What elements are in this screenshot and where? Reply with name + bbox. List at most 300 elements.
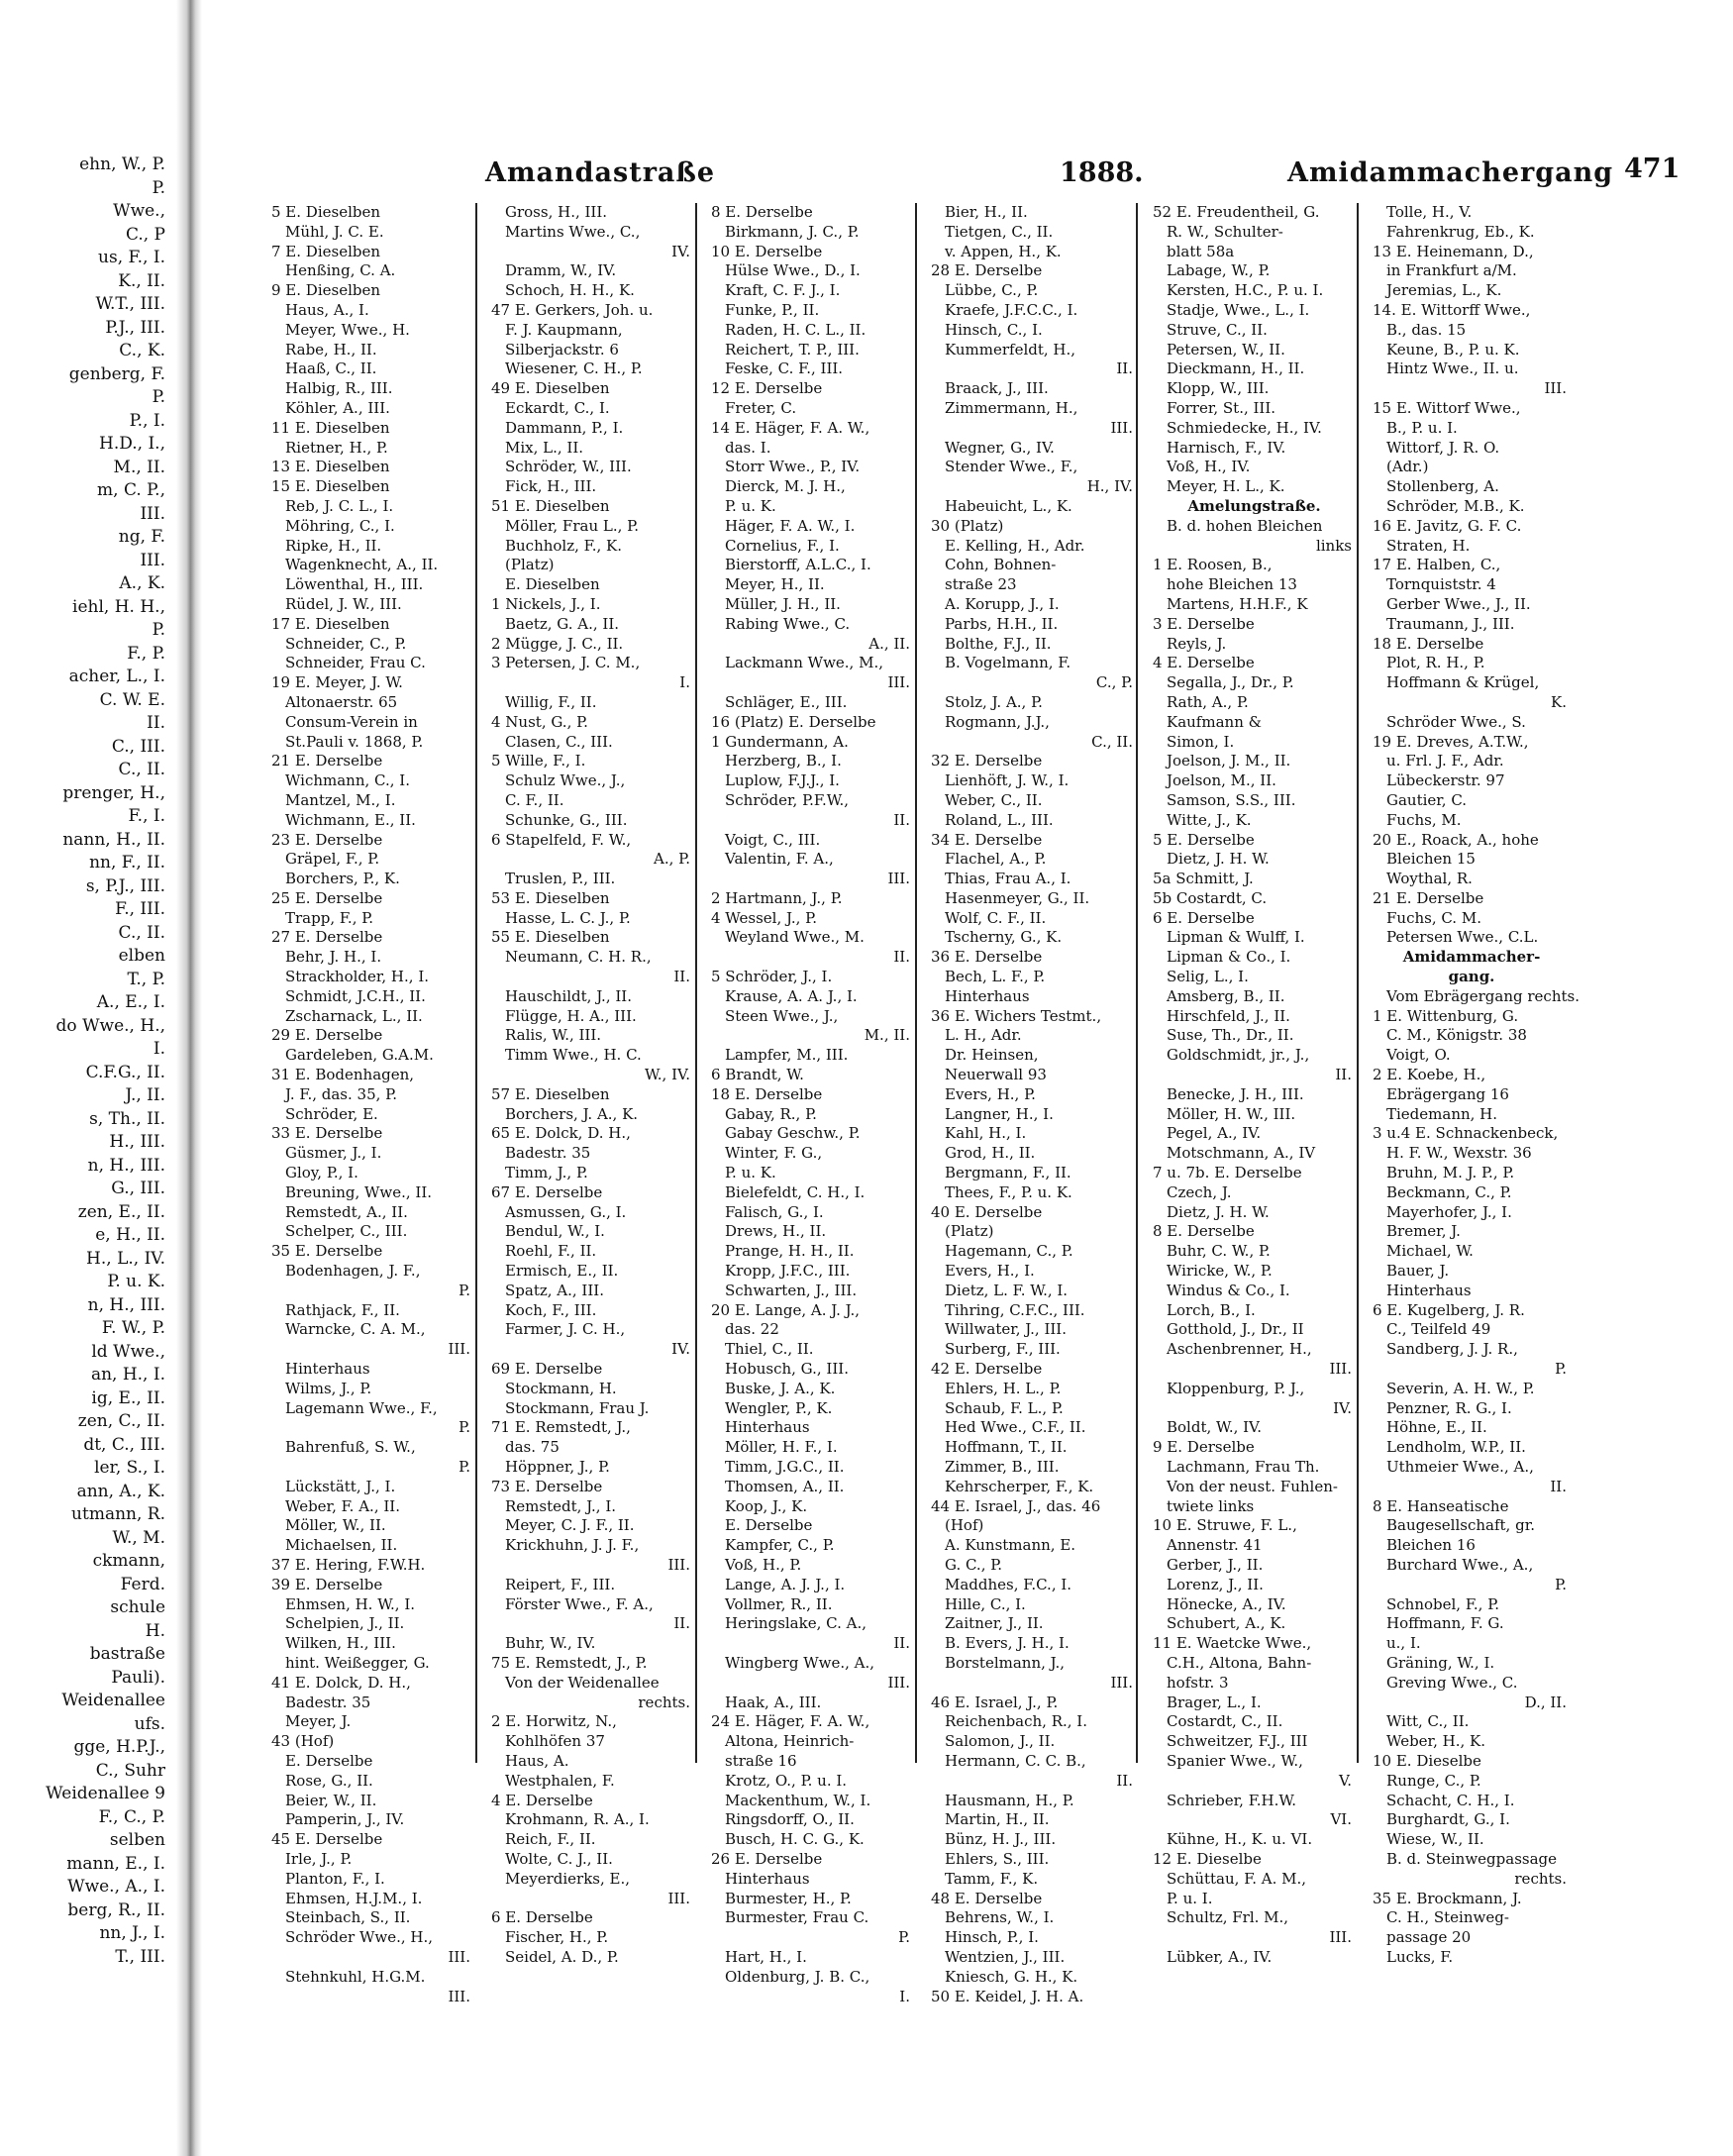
directory-entry: Lückstätt, J., I.: [285, 1477, 396, 1495]
directory-entry: Bahrenfuß, S. W.,: [285, 1438, 416, 1457]
directory-entry: Altonaerstr. 65: [285, 692, 398, 711]
directory-entry: Planton, F., I.: [285, 1869, 385, 1888]
directory-entry: Freter, C.: [725, 398, 797, 417]
left-page-text: genberg, F.: [68, 363, 165, 384]
directory-entry: 1 E. Wittenburg, G.: [1373, 1006, 1519, 1025]
directory-entry: 34 E. Derselbe: [931, 830, 1043, 849]
column-2: [491, 203, 694, 1966]
directory-entry: P. u. K.: [725, 1164, 776, 1182]
directory-entry: B., P. u. I.: [1386, 418, 1458, 437]
left-page-text: H., L., IV.: [86, 1248, 165, 1269]
directory-entry: Schelper, C., III.: [285, 1222, 408, 1241]
directory-entry: 17 E. Halben, C.,: [1373, 556, 1501, 574]
directory-entry: 13 E. Heinemann, D.,: [1373, 242, 1534, 260]
directory-entry: Reipert, F., III.: [505, 1575, 616, 1593]
directory-entry: Bruhn, M. J. P., P.: [1386, 1164, 1515, 1182]
directory-entry: Ringsdorff, O., II.: [725, 1810, 855, 1829]
directory-entry: Stolz, J. A., P.: [945, 692, 1043, 711]
left-page-text: P.: [152, 177, 165, 198]
directory-entry: III.: [1110, 418, 1133, 437]
directory-entry: P.: [459, 1458, 470, 1476]
directory-entry: Joelson, J. M., II.: [1167, 752, 1291, 770]
directory-entry: Kohlhöfen 37: [505, 1732, 605, 1751]
directory-entry: Prange, H. H., II.: [725, 1242, 855, 1261]
directory-entry: Langner, H., I.: [945, 1104, 1054, 1123]
directory-entry: Voigt, C., III.: [725, 830, 821, 849]
directory-entry: Roland, L., III.: [945, 810, 1054, 829]
directory-entry: Kniesch, G. H., K.: [945, 1967, 1078, 1986]
directory-entry: Neuerwall 93: [945, 1066, 1047, 1084]
directory-entry: Schneider, Frau C.: [285, 654, 426, 672]
directory-entry: Borchers, P., K.: [285, 870, 400, 888]
directory-entry: Zimmermann, H.,: [945, 398, 1078, 417]
directory-entry: 24 E. Häger, F. A. W.,: [711, 1712, 870, 1731]
directory-entry: Häger, F. A. W., I.: [725, 516, 856, 535]
directory-entry: II.: [1550, 1477, 1567, 1495]
directory-entry: 5 E. Dieselben: [271, 203, 381, 221]
directory-entry: Lorenz, J., II.: [1167, 1575, 1264, 1593]
directory-entry: B. d. hohen Bleichen: [1167, 516, 1323, 535]
directory-entry: Lübker, A., IV.: [1167, 1947, 1273, 1966]
directory-entry: Petersen, W., II.: [1167, 340, 1285, 359]
directory-entry: Hinsch, P., I.: [945, 1928, 1039, 1947]
directory-entry: Hinterhaus: [285, 1360, 370, 1379]
directory-entry: 73 E. Derselbe: [491, 1477, 603, 1495]
directory-entry: 21 E. Derselbe: [1373, 888, 1484, 907]
directory-entry: Michaelsen, II.: [285, 1536, 398, 1555]
directory-entry: 6 E. Derselbe: [1153, 908, 1255, 927]
directory-entry: II.: [673, 1614, 690, 1633]
directory-entry: Jeremias, L., K.: [1386, 281, 1502, 300]
directory-entry: Behrens, W., I.: [945, 1908, 1055, 1927]
directory-entry: 65 E. Dolck, D. H.,: [491, 1124, 631, 1143]
directory-entry: Kersten, H.C., P. u. I.: [1167, 281, 1324, 300]
directory-entry: das. 22: [725, 1320, 779, 1339]
directory-entry: Ebrägergang 16: [1386, 1084, 1509, 1103]
directory-entry: Wittorf, J. R. O.: [1386, 438, 1500, 457]
directory-entry: 7 u. 7b. E. Derselbe: [1153, 1164, 1302, 1182]
directory-entry: C., P.: [1095, 673, 1133, 692]
directory-entry: Kampfer, C., P.: [725, 1536, 835, 1555]
directory-entry: Beier, W., II.: [285, 1791, 377, 1809]
directory-entry: F. J. Kaupmann,: [505, 320, 623, 339]
directory-entry: Schröder, W., III.: [505, 458, 632, 476]
directory-entry: Harnisch, F., IV.: [1167, 438, 1286, 457]
directory-entry: Windus & Co., I.: [1167, 1281, 1290, 1299]
directory-entry: Selig, L., I.: [1167, 968, 1249, 986]
directory-entry: Kühne, H., K. u. VI.: [1167, 1830, 1313, 1849]
directory-entry: Ralis, W., III.: [505, 1026, 602, 1045]
left-page-text: n, H., III.: [87, 1294, 165, 1315]
left-page-text: P., I.: [129, 410, 165, 431]
directory-entry: Schaub, F. L., P.: [945, 1398, 1064, 1417]
directory-entry: Köhler, A., III.: [285, 398, 390, 417]
column-divider: [1357, 203, 1359, 1763]
directory-entry: Baetz, G. A., II.: [505, 614, 620, 633]
left-page-text: H.D., I.,: [99, 434, 165, 454]
directory-entry: Schmiedecke, H., IV.: [1167, 418, 1322, 437]
directory-entry: Struve, C., II.: [1167, 320, 1268, 339]
directory-entry: D., II.: [1524, 1693, 1567, 1711]
directory-entry: Hobusch, G., III.: [725, 1360, 849, 1379]
directory-entry: Silberjackstr. 6: [505, 340, 619, 359]
directory-entry: Plot, R. H., P.: [1386, 654, 1485, 672]
directory-entry: Krotz, O., P. u. I.: [725, 1771, 848, 1790]
left-page-text: ig, E., II.: [91, 1387, 165, 1408]
directory-entry: Dr. Heinsen,: [945, 1046, 1039, 1065]
directory-entry: 4 E. Derselbe: [1153, 654, 1255, 672]
directory-entry: Spatz, A., III.: [505, 1281, 604, 1299]
directory-entry: Storr Wwe., P., IV.: [725, 458, 861, 476]
directory-entry: 57 E. Dieselben: [491, 1084, 610, 1103]
directory-entry: Voß, H., IV.: [1167, 458, 1251, 476]
directory-entry: Meyer, J.: [285, 1712, 352, 1731]
directory-entry: Martin, H., II.: [945, 1810, 1050, 1829]
left-page-text: elben: [118, 946, 165, 966]
directory-entry: Busch, H. C. G., K.: [725, 1830, 865, 1849]
directory-entry: Goldschmidt, jr., J.,: [1167, 1046, 1310, 1065]
directory-entry: I.: [899, 1987, 910, 2005]
directory-entry: straße 23: [945, 575, 1017, 594]
directory-entry: Breuning, Wwe., II.: [285, 1182, 433, 1201]
directory-entry: V.: [1339, 1771, 1352, 1790]
directory-entry: Dramm, W., IV.: [505, 261, 617, 280]
directory-entry: Höhne, E., II.: [1386, 1418, 1487, 1437]
directory-entry: Irle, J., P.: [285, 1849, 353, 1868]
directory-entry: Wiricke, W., P.: [1167, 1262, 1273, 1281]
left-page-text: mann, E., I.: [66, 1853, 165, 1874]
directory-entry: 5 Schröder, J., I.: [711, 968, 833, 986]
directory-entry: 5 Wille, F., I.: [491, 752, 586, 770]
directory-entry: Koop, J., K.: [725, 1496, 808, 1515]
directory-entry: III.: [448, 1340, 470, 1359]
directory-entry: Rathjack, F., II.: [285, 1300, 400, 1319]
directory-entry: Dierck, M. J. H.,: [725, 477, 846, 496]
left-page-text: nann, H., II.: [62, 829, 165, 850]
directory-entry: 4 E. Derselbe: [491, 1791, 593, 1809]
directory-entry: 11 E. Waetcke Wwe.,: [1153, 1634, 1312, 1653]
directory-entry: Cohn, Bohnen-: [945, 556, 1057, 574]
directory-entry: Mayerhofer, J., I.: [1386, 1202, 1512, 1221]
directory-entry: Reich, F., II.: [505, 1830, 596, 1849]
directory-entry: 2 E. Horwitz, N.,: [491, 1712, 617, 1731]
directory-entry: Güsmer, J., I.: [285, 1144, 382, 1163]
directory-entry: Meyer, H., II.: [725, 575, 825, 594]
directory-entry: G. C., P.: [945, 1555, 1003, 1574]
directory-entry: Gautier, C.: [1386, 790, 1468, 809]
directory-entry: Buhr, C. W., P.: [1167, 1242, 1271, 1261]
directory-entry: I.: [679, 673, 690, 692]
directory-entry: Gabay Geschw., P.: [725, 1124, 861, 1143]
directory-entry: Boldt, W., IV.: [1167, 1418, 1263, 1437]
directory-entry: Schläger, E., III.: [725, 692, 848, 711]
directory-entry: Ehmsen, H.J.M., I.: [285, 1889, 423, 1907]
directory-entry: 33 E. Derselbe: [271, 1124, 383, 1143]
directory-entry: Bremer, J.: [1386, 1222, 1461, 1241]
book-gutter: [176, 0, 202, 2156]
directory-entry: II.: [893, 948, 910, 967]
directory-entry: Tscherny, G., K.: [945, 928, 1063, 947]
column-divider: [475, 203, 477, 1763]
directory-entry: Schmidt, J.C.H., II.: [285, 986, 426, 1005]
directory-entry: Ehlers, H. L., P.: [945, 1379, 1062, 1397]
directory-entry: Lorch, B., I.: [1167, 1300, 1256, 1319]
directory-entry: Lucks, F.: [1386, 1947, 1454, 1966]
directory-entry: Woythal, R.: [1386, 870, 1473, 888]
left-page-text: zen, C., II.: [77, 1411, 165, 1431]
directory-entry: Petersen Wwe., C.L.: [1386, 928, 1539, 947]
left-page-text: II.: [147, 713, 165, 733]
directory-entry: Stockmann, H.: [505, 1379, 617, 1397]
directory-entry: passage 20: [1386, 1928, 1472, 1947]
directory-entry: Uthmeier Wwe., A.,: [1386, 1458, 1534, 1476]
directory-entry: Möller, W., II.: [285, 1516, 386, 1535]
directory-entry: Fuchs, M.: [1386, 810, 1462, 829]
left-page-text: utmann, R.: [71, 1504, 165, 1524]
directory-entry: III.: [1329, 1928, 1352, 1947]
directory-entry: Bleichen 15: [1386, 850, 1476, 869]
directory-entry: Tolle, H., V.: [1386, 203, 1473, 221]
column-divider: [1136, 203, 1138, 1763]
directory-entry: Kraefe, J.F.C.C., I.: [945, 300, 1078, 319]
directory-entry: Ripke, H., II.: [285, 536, 382, 555]
directory-entry: II.: [893, 810, 910, 829]
directory-entry: 67 E. Derselbe: [491, 1182, 603, 1201]
directory-entry: Schrieber, F.H.W.: [1167, 1791, 1296, 1809]
left-page-text: F., P.: [127, 643, 165, 664]
directory-entry: Asmussen, G., I.: [505, 1202, 627, 1221]
directory-entry: Sandberg, J. J. R.,: [1386, 1340, 1518, 1359]
directory-entry: Schröder Wwe., S.: [1386, 712, 1526, 731]
directory-entry: P. u. K.: [725, 496, 776, 515]
directory-entry: Wagenknecht, A., II.: [285, 556, 439, 574]
directory-entry: Gardeleben, G.A.M.: [285, 1046, 434, 1065]
directory-entry: Salomon, J., II.: [945, 1732, 1056, 1751]
column-1: [271, 203, 474, 2005]
directory-entry: Wolte, C. J., II.: [505, 1849, 613, 1868]
directory-entry: Schelpien, J., II.: [285, 1614, 405, 1633]
directory-entry: Fuchs, C. M.: [1386, 908, 1481, 927]
directory-entry: Stehnkuhl, H.G.M.: [285, 1967, 426, 1986]
directory-entry: Witt, C., II.: [1386, 1712, 1470, 1731]
directory-entry: Löwenthal, H., III.: [285, 575, 424, 594]
section-heading: gang.: [1448, 968, 1495, 986]
directory-entry: Clasen, C., III.: [505, 732, 613, 751]
directory-entry: 6 E. Kugelberg, J. R.: [1373, 1300, 1525, 1319]
directory-entry: 53 E. Dieselben: [491, 888, 610, 907]
directory-entry: blatt 58a: [1167, 242, 1235, 260]
directory-entry: Thias, Frau A., I.: [945, 870, 1071, 888]
directory-entry: 3 E. Derselbe: [1153, 614, 1255, 633]
directory-entry: 20 E., Roack, A., hohe: [1373, 830, 1539, 849]
directory-entry: J. F., das. 35, P.: [285, 1084, 397, 1103]
directory-entry: Buske, J. A., K.: [725, 1379, 836, 1397]
left-page-text: Weidenallee 9: [46, 1784, 165, 1803]
directory-entry: Hinterhaus: [725, 1869, 810, 1888]
directory-entry: 2 Hartmann, J., P.: [711, 888, 843, 907]
directory-entry: 47 E. Gerkers, Joh. u.: [491, 300, 654, 319]
directory-entry: Lendholm, W.P., II.: [1386, 1438, 1526, 1457]
directory-entry: Westphalen, F.: [505, 1771, 615, 1790]
directory-entry: H. F. W., Wexstr. 36: [1386, 1144, 1532, 1163]
directory-entry: Beckmann, C., P.: [1386, 1182, 1512, 1201]
directory-entry: Costardt, C., II.: [1167, 1712, 1283, 1731]
page-header: [485, 154, 1733, 193]
directory-entry: Drews, H., II.: [725, 1222, 827, 1241]
directory-entry: Flügge, H. A., III.: [505, 1006, 637, 1025]
directory-entry: A. Korupp, J., I.: [945, 594, 1060, 613]
directory-entry: Traumann, J., III.: [1386, 614, 1515, 633]
directory-entry: St.Pauli v. 1868, P.: [285, 732, 424, 751]
directory-entry: 15 E. Dieselben: [271, 477, 390, 496]
directory-entry: Vollmer, R., II.: [725, 1594, 833, 1613]
directory-entry: Keune, B., P. u. K.: [1386, 340, 1520, 359]
directory-entry: Samson, S.S., III.: [1167, 790, 1296, 809]
directory-entry: 35 E. Brockmann, J.: [1373, 1889, 1522, 1907]
directory-entry: Kropp, J.F.C., III.: [725, 1262, 851, 1281]
directory-entry: 46 E. Israel, J., P.: [931, 1693, 1059, 1711]
directory-entry: Bleichen 16: [1386, 1536, 1476, 1555]
directory-entry: Roehl, F., II.: [505, 1242, 597, 1261]
directory-entry: Badestr. 35: [505, 1144, 591, 1163]
left-page-text: F., I.: [128, 806, 165, 826]
left-page-text: prenger, H.,: [62, 782, 165, 803]
directory-entry: 12 E. Derselbe: [711, 379, 823, 398]
directory-entry: 6 E. Derselbe: [491, 1908, 593, 1927]
directory-page: [208, 0, 1681, 2156]
directory-entry: Evers, H., I.: [945, 1262, 1035, 1281]
column-divider: [915, 203, 917, 1763]
directory-entry: Zscharnack, L., II.: [285, 1006, 423, 1025]
directory-entry: 3 Petersen, J. C. M.,: [491, 654, 641, 672]
left-page-text: W.T., III.: [95, 294, 165, 314]
left-page-text: C., II.: [118, 760, 165, 779]
directory-entry: C. M., Königstr. 38: [1386, 1026, 1527, 1045]
directory-entry: rechts.: [1514, 1869, 1567, 1888]
directory-entry: 16 (Platz) E. Derselbe: [711, 712, 876, 731]
directory-entry: Hed Wwe., C.F., II.: [945, 1418, 1086, 1437]
directory-entry: 51 E. Dieselben: [491, 496, 610, 515]
directory-entry: Stadje, Wwe., L., I.: [1167, 300, 1310, 319]
directory-entry: Hönecke, A., IV.: [1167, 1594, 1286, 1613]
year-header: 1888.: [1060, 157, 1144, 188]
directory-entry: Funke, P., II.: [725, 300, 820, 319]
directory-entry: Joelson, M., II.: [1167, 771, 1276, 790]
directory-entry: 14. E. Wittorff Wwe.,: [1373, 300, 1531, 319]
directory-entry: Reichenbach, R., I.: [945, 1712, 1088, 1731]
directory-entry: Rietner, H., P.: [285, 438, 388, 457]
directory-entry: Ermisch, E., II.: [505, 1262, 619, 1281]
directory-entry: Schnobel, F., P.: [1386, 1594, 1500, 1613]
directory-entry: Tamm, F., K.: [945, 1869, 1039, 1888]
directory-entry: Benecke, J. H., III.: [1167, 1084, 1304, 1103]
directory-entry: Luplow, F.J.J., I.: [725, 771, 840, 790]
left-page-text: Weidenallee: [61, 1691, 165, 1710]
left-page-text: selben: [109, 1830, 165, 1850]
directory-entry: P.: [1555, 1575, 1567, 1593]
left-page-text: m, C. P.,: [97, 480, 165, 500]
directory-entry: Wingberg Wwe., A.,: [725, 1653, 875, 1672]
directory-entry: 1 Nickels, J., I.: [491, 594, 601, 613]
directory-entry: III.: [887, 673, 910, 692]
directory-entry: Bier, H., II.: [945, 203, 1028, 221]
directory-entry: 25 E. Derselbe: [271, 888, 383, 907]
directory-entry: rechts.: [638, 1693, 690, 1711]
directory-entry: Timm, J., P.: [505, 1164, 588, 1182]
directory-entry: Rath, A., P.: [1167, 692, 1249, 711]
directory-entry: 5b Costardt, C.: [1153, 888, 1268, 907]
directory-entry: Zaitner, J., II.: [945, 1614, 1044, 1633]
directory-entry: Mix, L., II.: [505, 438, 584, 457]
directory-entry: Gerber Wwe., J., II.: [1386, 594, 1531, 613]
directory-entry: Lackmann Wwe., M.,: [725, 654, 883, 672]
directory-entry: Hinterhaus: [945, 986, 1030, 1005]
directory-entry: Heringslake, C. A.,: [725, 1614, 866, 1633]
directory-entry: Raden, H. C. L., II.: [725, 320, 866, 339]
directory-entry: 39 E. Derselbe: [271, 1575, 383, 1593]
directory-entry: W., IV.: [644, 1066, 690, 1084]
directory-entry: II.: [1116, 1771, 1133, 1790]
left-page-text: an, H., I.: [90, 1365, 165, 1385]
directory-entry: 11 E. Dieselben: [271, 418, 390, 437]
directory-entry: Klopp, W., III.: [1167, 379, 1270, 398]
directory-entry: Tornquiststr. 4: [1386, 575, 1496, 594]
left-page-text: C.F.G., II.: [85, 1062, 165, 1082]
directory-entry: Wolf, C. F., II.: [945, 908, 1047, 927]
directory-entry: Höppner, J., P.: [505, 1458, 610, 1476]
left-page-text: F., C., P.: [98, 1806, 165, 1827]
left-page-text: s, Th., II.: [89, 1108, 165, 1129]
directory-entry: 71 E. Remstedt, J.,: [491, 1418, 631, 1437]
left-page-text: H., III.: [109, 1132, 165, 1152]
directory-entry: Schröder, P.F.W.,: [725, 790, 850, 809]
directory-entry: III.: [1329, 1360, 1352, 1379]
directory-entry: Birkmann, J. C., P.: [725, 222, 860, 241]
directory-entry: Weber, F. A., II.: [285, 1496, 400, 1515]
directory-entry: Straten, H.: [1386, 536, 1471, 555]
directory-entry: Baugesellschaft, gr.: [1386, 1516, 1535, 1535]
directory-entry: Schüttau, F. A. M.,: [1167, 1869, 1307, 1888]
left-page-text: n, H., III.: [87, 1155, 165, 1176]
directory-entry: R. W., Schulter-: [1167, 222, 1283, 241]
directory-entry: III.: [887, 870, 910, 888]
directory-entry: Valentin, F. A.,: [725, 850, 834, 869]
left-page-text: Ferd.: [120, 1574, 165, 1594]
directory-entry: Kehrscherper, F., K.: [945, 1477, 1094, 1495]
directory-entry: Schacht, C. H., I.: [1386, 1791, 1515, 1809]
directory-entry: Hinsch, C., I.: [945, 320, 1043, 339]
left-page-text: iehl, H. H.,: [72, 596, 165, 617]
directory-entry: (Hof): [945, 1516, 984, 1535]
directory-entry: Winter, F. G.,: [725, 1144, 823, 1163]
directory-entry: Braack, J., III.: [945, 379, 1049, 398]
directory-entry: hint. Weißegger, G.: [285, 1653, 430, 1672]
directory-entry: 37 E. Hering, F.W.H.: [271, 1555, 426, 1574]
left-page-text: F. W., P.: [101, 1318, 165, 1338]
directory-entry: 69 E. Derselbe: [491, 1360, 603, 1379]
directory-entry: Forrer, St., III.: [1167, 398, 1276, 417]
directory-entry: Dieckmann, H., II.: [1167, 359, 1305, 378]
directory-entry: Stockmann, Frau J.: [505, 1398, 650, 1417]
column-3: [711, 203, 914, 2005]
directory-entry: Kaufmann &: [1167, 712, 1262, 731]
directory-entry: Rüdel, J. W., III.: [285, 594, 402, 613]
directory-entry: Tiedemann, H.: [1386, 1104, 1498, 1123]
directory-entry: 52 E. Freudentheil, G.: [1153, 203, 1320, 221]
directory-entry: Burchard Wwe., A.,: [1386, 1555, 1534, 1574]
directory-entry: Behr, J. H., I.: [285, 948, 382, 967]
directory-entry: Strackholder, H., I.: [285, 968, 430, 986]
